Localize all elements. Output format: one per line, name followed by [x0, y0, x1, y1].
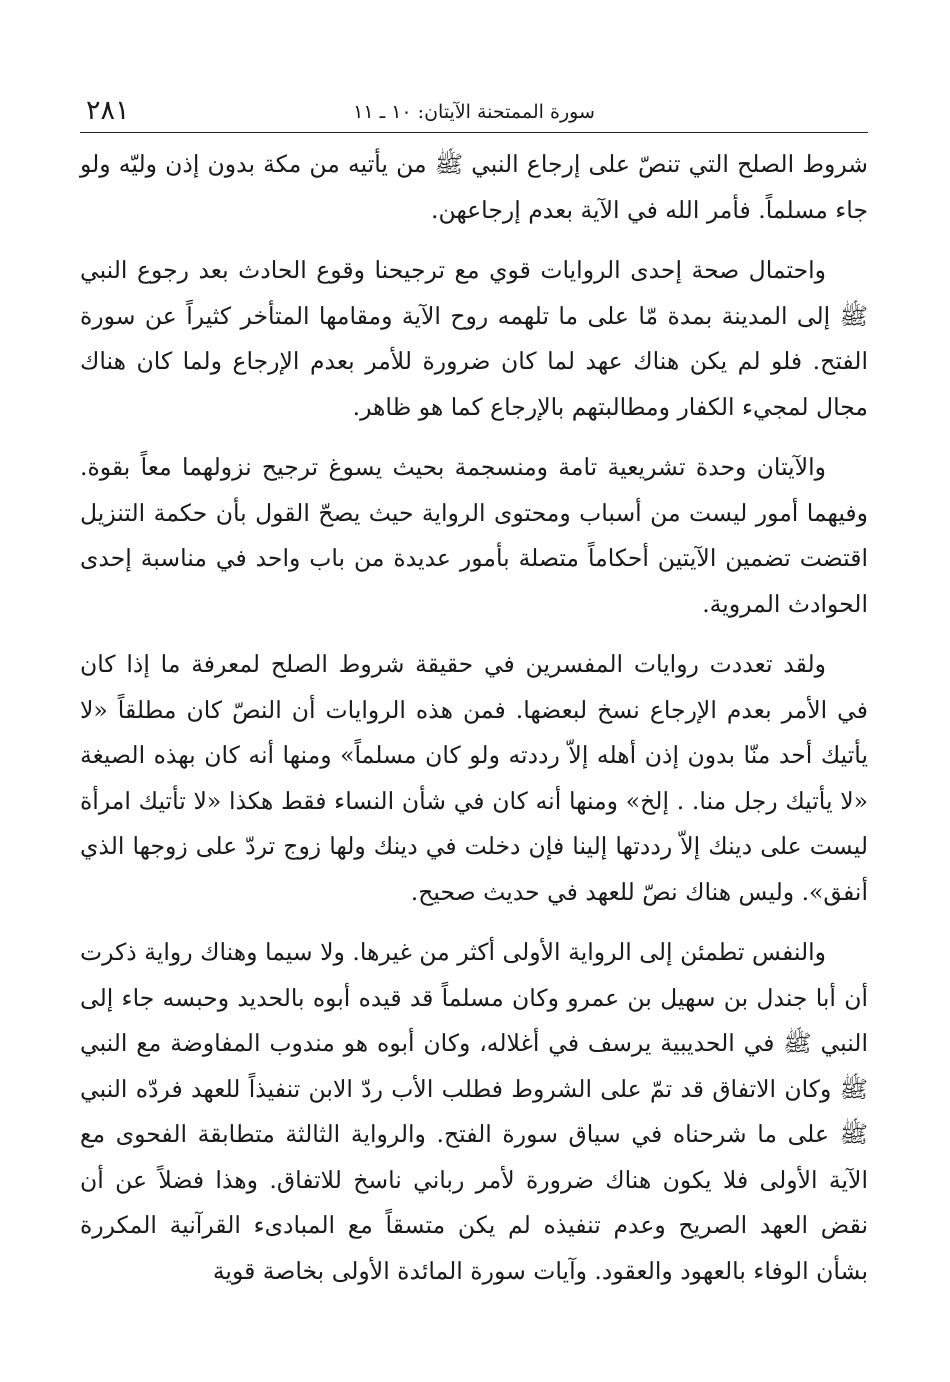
paragraph: واحتمال صحة إحدى الروايات قوي مع ترجيحنا وقوع الحادث بعد رجوع النبي ﷺ إلى المدينة بمدة مّا على ما تلهمه روح الآية ومقامها المتأخر كثيراً عن سورة الفتح. فلو لم يكن هناك عهد لما كان ضرورة للأمر بعدم الإرجاع ولما كان هناك مجال لمجيء الكفار ومطالبتهم بالإرجاع كما هو ظاهر.	[80, 256, 868, 421]
paragraph: والنفس تطمئن إلى الرواية الأولى أكثر من غيرها. ولا سيما وهناك رواية ذكرت أن أبا جندل بن سهيل بن عمرو وكان مسلماً قد قيده أبوه بالحديد وحبسه جاء إلى النبي ﷺ في الحديبية يرسف في أغلاله، وكان أبوه هو مندوب المفاوضة مع النبي ﷺ وكان الاتفاق قد تمّ على الشروط فطلب الأب ردّ الابن تنفيذاً للعهد فردّه النبي ﷺ على ما شرحناه في سياق سورة الفتح. والرواية الثالثة متطابقة الفحوى مع الآية الأولى فلا يكون هناك ضرورة لأمر رباني ناسخ للاتفاق. وهذا فضلاً عن أن نقض العهد الصريح وعدم تنفيذه لم يكن متسقاً مع المبادىء القرآنية المكررة بشأن الوفاء بالعهود والعقود. وآيات سورة المائدة الأولى بخاصة قوية	[80, 938, 868, 1285]
paragraph: والآيتان وحدة تشريعية تامة ومنسجمة بحيث يسوغ ترجيح نزولهما معاً بقوة. وفيهما أمور ليست من أسباب ومحتوى الرواية حيث يصحّ القول بأن حكمة التنزيل اقتضت تضمين الآيتين أحكاماً متصلة بأمور عديدة من باب واحد في مناسبة إحدى الحوادث المروية.	[80, 453, 868, 618]
page-number: ٢٨١	[86, 95, 130, 126]
running-header	[80, 92, 868, 133]
paragraph-continuation: شروط الصلح التي تنصّ على إرجاع النبي ﷺ من يأتيه من مكة بدون إذن وليّه ولو جاء مسلماً. فأمر الله في الآية بعدم إرجاعهن.	[80, 150, 868, 224]
body-text	[80, 142, 868, 1309]
running-title: سورة الممتحنة الآيتان: ١٠ ـ ١١	[353, 101, 595, 123]
paragraph: ولقد تعددت روايات المفسرين في حقيقة شروط الصلح لمعرفة ما إذا كان في الأمر بعدم الإرجاع نسخ لبعضها. فمن هذه الروايات أن النصّ كان مطلقاً «لا يأتيك أحد منّا بدون إذن أهله إلاّ رددته ولو كان مسلماً» ومنها أنه كان بهذه الصيغة «لا يأتيك رجل منا. . إلخ» ومنها أنه كان في شأن النساء فقط هكذا «لا تأتيك امرأة ليست على دينك إلاّ رددتها إلينا فإن دخلت في دينك ولها زوج تردّ على زوجها الذي أنفق». وليس هناك نصّ للعهد في حديث صحيح.	[80, 650, 868, 906]
